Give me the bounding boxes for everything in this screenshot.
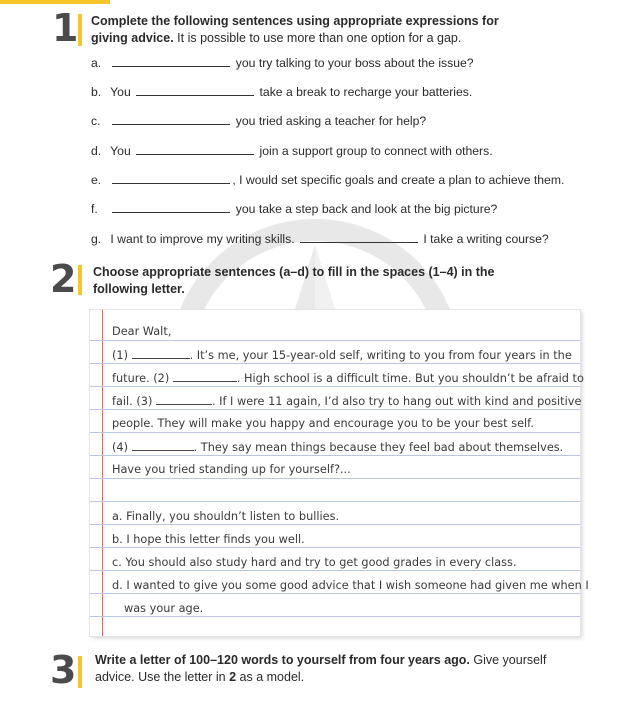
item-text: join a support group to connect with others. xyxy=(259,144,493,158)
item-text: , I would set specific goals and create a plan to achieve them. xyxy=(232,173,565,187)
letter-text: . If I were 11 again, I’d also try to hang out with kind and positive xyxy=(211,395,582,408)
item-label: e. xyxy=(91,173,102,187)
item-text: I take a writing course? xyxy=(423,232,549,246)
letter-blank[interactable] xyxy=(156,394,212,405)
item-text-before: I want to improve my writing skills. xyxy=(110,232,295,246)
item-text-before: You xyxy=(110,85,131,99)
ruled-line xyxy=(90,501,580,502)
item-text: take a break to recharge your batteries. xyxy=(259,85,473,99)
list-item xyxy=(91,113,426,131)
item-label: b. xyxy=(91,85,102,99)
gap-number: (4) xyxy=(112,441,129,454)
ruled-line xyxy=(90,386,580,387)
ruled-line xyxy=(90,340,580,341)
ruled-line xyxy=(90,616,580,617)
ruled-line xyxy=(90,363,580,364)
item-label: a. xyxy=(91,56,102,70)
answer-blank[interactable] xyxy=(136,143,254,155)
ruled-line xyxy=(90,455,580,456)
ruled-line xyxy=(90,547,580,548)
item-label: c. xyxy=(91,114,101,128)
instruction-rest: advice. Use the letter in xyxy=(95,670,230,684)
list-item xyxy=(91,84,472,102)
item-label: g. xyxy=(91,232,102,246)
option-item: c. You should also study hard and try to get good grades in every class. xyxy=(112,556,517,569)
letter-text: . They say mean things because they feel bad about themselves. xyxy=(193,441,564,454)
answer-blank[interactable] xyxy=(112,201,230,213)
exercise-instruction xyxy=(95,652,565,686)
list-item xyxy=(91,55,474,73)
item-text: you take a step back and look at the big picture? xyxy=(235,202,498,216)
option-item: b. I hope this letter finds you well. xyxy=(112,533,305,546)
instruction-line: Choose appropriate sentences (a–d) to fill in the spaces (1–4) in the xyxy=(93,265,495,279)
letter-text: . It’s me, your 15-year-old self, writing to you from four years in the xyxy=(189,349,572,362)
answer-blank[interactable] xyxy=(112,172,230,184)
item-label: f. xyxy=(91,202,98,216)
letter-line xyxy=(112,440,563,454)
gap-number: (1) xyxy=(112,349,129,362)
ruled-line xyxy=(90,409,580,410)
letter-blank[interactable] xyxy=(132,348,190,359)
exercise-number: 3 xyxy=(50,648,77,692)
list-item xyxy=(91,172,564,190)
letter-line xyxy=(112,371,584,385)
exercise-reference: 2 xyxy=(229,670,237,684)
answer-blank[interactable] xyxy=(136,84,254,96)
instruction-rest: It is possible to use more than one option for a gap. xyxy=(173,31,462,45)
letter-paper xyxy=(90,310,589,636)
exercise-accent-bar xyxy=(78,265,82,295)
exercise-accent-bar xyxy=(78,14,82,46)
letter-blank[interactable] xyxy=(173,371,237,382)
letter-line: people. They will make you happy and encourage you to be your best self. xyxy=(112,417,534,430)
letter-line xyxy=(112,348,572,362)
option-item-continued: was your age. xyxy=(124,602,204,615)
exercise-number: 2 xyxy=(50,257,77,301)
answer-blank[interactable] xyxy=(112,55,230,67)
letter-blank[interactable] xyxy=(132,440,194,451)
exercise-instruction xyxy=(91,13,531,47)
item-text: you tried asking a teacher for help? xyxy=(235,114,427,128)
margin-line xyxy=(102,310,103,636)
ruled-line xyxy=(90,478,580,479)
letter-line xyxy=(112,394,581,408)
instruction-line: following letter. xyxy=(93,282,185,296)
exercise-number: 1 xyxy=(52,6,79,50)
letter-line: Have you tried standing up for yourself?... xyxy=(112,463,351,476)
ruled-line xyxy=(90,570,580,571)
list-item xyxy=(91,231,549,249)
instruction-rest: Give yourself xyxy=(469,653,547,667)
instruction-bold: Write a letter of 100–120 words to yourself from four years ago. xyxy=(95,653,470,667)
answer-blank[interactable] xyxy=(300,231,418,243)
exercise-instruction xyxy=(93,264,553,298)
item-text-before: You xyxy=(110,144,131,158)
list-item xyxy=(91,201,497,219)
item-label: d. xyxy=(91,144,102,158)
option-item: d. I wanted to give you some good advice that I wish someone had given me when I xyxy=(112,579,589,592)
answer-blank[interactable] xyxy=(112,113,230,125)
exercise-accent-bar xyxy=(78,656,82,688)
ruled-line xyxy=(90,593,580,594)
top-accent-bar xyxy=(0,0,110,4)
letter-text: fail. (3) xyxy=(112,395,153,408)
ruled-line xyxy=(90,432,580,433)
ruled-line xyxy=(90,524,580,525)
option-item: a. Finally, you shouldn’t listen to bullies. xyxy=(112,510,340,523)
instruction-rest: as a model. xyxy=(236,670,305,684)
letter-text: . High school is a difficult time. But you shouldn’t be afraid to xyxy=(236,372,584,385)
item-text: you try talking to your boss about the issue? xyxy=(235,56,474,70)
instruction-bold: Complete the following sentences using appropriate expressions for giving advice. xyxy=(91,14,499,45)
letter-text: future. (2) xyxy=(112,372,170,385)
list-item xyxy=(91,143,493,161)
letter-greeting: Dear Walt, xyxy=(112,325,172,338)
